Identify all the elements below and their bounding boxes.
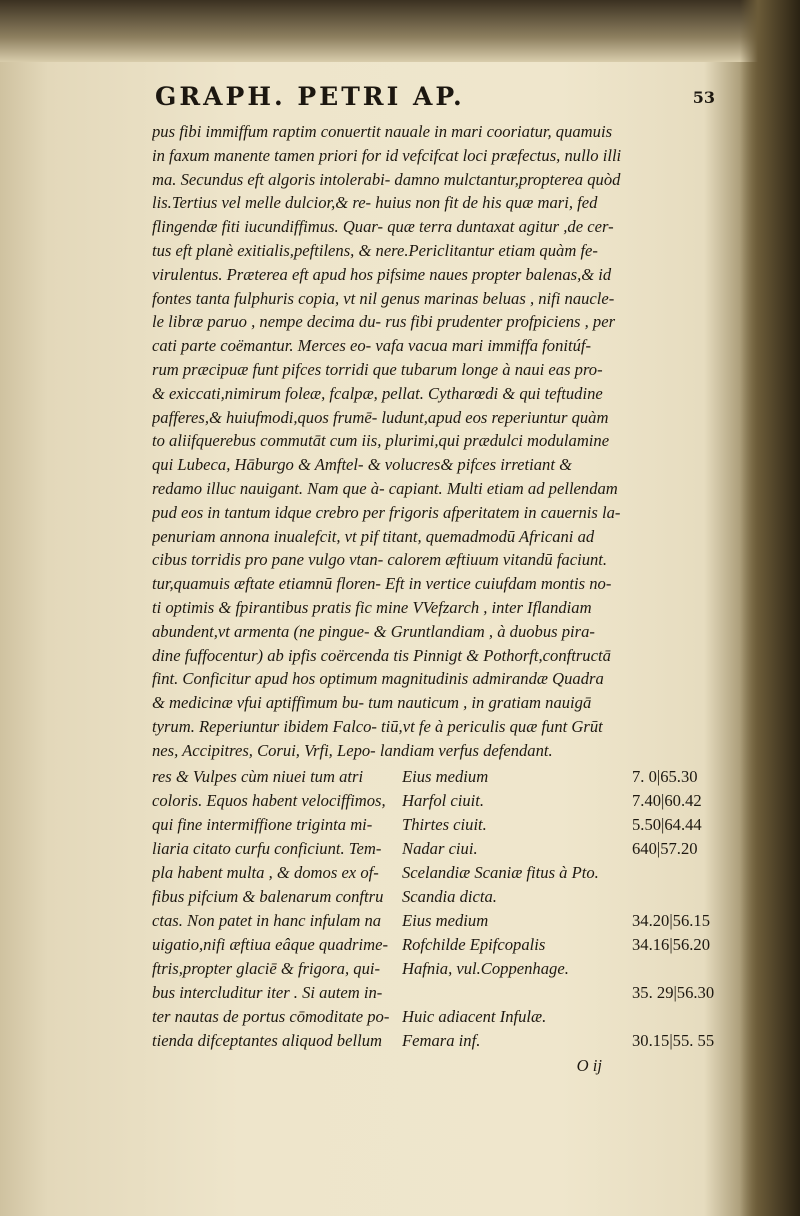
place-name: Eius medium: [402, 910, 489, 930]
row-left-text: ctas. Non patet in hanc infulam na: [152, 910, 382, 930]
place-name: Nadar ciui.: [402, 838, 478, 858]
place-name: Thirtes ciuit.: [402, 814, 487, 834]
coordinates: 640|57.20: [632, 838, 698, 858]
coordinates: 5.50|64.44: [632, 814, 702, 834]
table-row: [152, 909, 720, 933]
place-name: Femara inf.: [402, 1030, 481, 1050]
text-line: le libræ paruo , nempe decima du- rus fibi prudenter profpiciens , per: [152, 312, 616, 332]
table-row: [152, 789, 720, 813]
place-name: Rofchilde Epifcopalis: [402, 934, 546, 954]
place-name: Huic adiacent Infulæ.: [402, 1006, 547, 1026]
catchword: O ij: [576, 1055, 602, 1075]
text-line: penuriam annona inualefcit, vt pif titant, quemadmodū Africani ad: [152, 526, 595, 546]
row-left-text: tienda difceptantes aliquod bellum: [152, 1030, 382, 1050]
text-line: rum præcipuæ funt pifces torridi que tubarum longe à naui eas pro-: [152, 359, 603, 379]
coordinates: 7.40|60.42: [632, 790, 702, 810]
text-line: pud eos in tantum idque crebro per frigoris afperitatem in cauernis la-: [152, 502, 621, 522]
table-row: [152, 933, 720, 957]
coordinates: [632, 861, 720, 885]
coordinates: 30.15|55. 55: [632, 1030, 715, 1050]
table-row: [152, 813, 720, 837]
coordinate-table: [152, 765, 720, 1053]
table-row: [152, 957, 720, 981]
text-line: & medicinæ vfui aptiffimum bu- tum nauticum , in gratiam nauigā: [152, 693, 592, 713]
text-line: virulentus. Præterea eft apud hos pifsime naues propter balenas,& id: [152, 264, 612, 284]
text-line: tyrum. Reperiuntur ibidem Falco- tiū,vt fe à periculis quæ funt Grūt: [152, 716, 603, 736]
table-row: [152, 885, 720, 909]
coordinates: 34.20|56.15: [632, 910, 710, 930]
text-line: ma. Secundus eft algoris intolerabi- damno mulctantur,propterea quòd: [152, 169, 621, 189]
body-text: [152, 120, 720, 1077]
coordinates: [632, 1005, 720, 1029]
table-row: [152, 1005, 720, 1029]
place-name: Hafnia, vul.Coppenhage.: [402, 958, 569, 978]
text-line: ti optimis & fpirantibus pratis fic mine VVefzarch , inter Iflandiam: [152, 597, 592, 617]
text-line: cibus torridis pro pane vulgo vtan- calorem æftiuum vitandū faciunt.: [152, 550, 608, 570]
text-line: cati parte coëmantur. Merces eo- vafa vacua mari immiffa fonitúf-: [152, 336, 592, 356]
row-left-text: coloris. Equos habent velociffimos,: [152, 790, 386, 810]
scan-top-edge: [0, 0, 800, 62]
row-left-text: ter nautas de portus cōmoditate po-: [152, 1006, 390, 1026]
text-line: flingendæ fiti iucundiffimus. Quar- quæ terra duntaxat agitur ,de cer-: [152, 217, 614, 237]
row-left-text: liaria citato curfu conficiunt. Tem-: [152, 838, 382, 858]
coordinates: 34.16|56.20: [632, 934, 710, 954]
text-line: nes, Accipitres, Corui, Vrfi, Lepo- landiam verfus defendant.: [152, 740, 553, 760]
table-row: [152, 861, 720, 885]
text-line: fontes tanta fulphuris copia, vt nil genus marinas beluas , nifi naucle-: [152, 288, 615, 308]
text-line: in faxum manente tamen priori for id vefcifcat loci præfectus, nullo illi: [152, 145, 622, 165]
coordinates: 35. 29|56.30: [632, 982, 715, 1002]
row-left-text: bus intercluditur iter . Si autem in-: [152, 982, 383, 1002]
coordinates: [632, 885, 720, 909]
row-left-text: ftris,propter glaciē & frigora, qui-: [152, 958, 381, 978]
place-name: Scelandiæ Scaniæ fitus à Pto.: [402, 862, 599, 882]
place-name: Harfol ciuit.: [402, 790, 485, 810]
page-header: [155, 82, 715, 112]
place-name: [402, 981, 632, 1005]
running-head: GRAPH. PETRI AP.: [155, 82, 465, 111]
text-line: tur,quamuis æftate etiamnū floren- Eft in vertice cuiufdam montis no-: [152, 574, 612, 594]
row-left-text: qui fine intermiffione triginta mi-: [152, 814, 373, 834]
two-column-prose: [152, 120, 720, 763]
row-left-text: fibus pifcium & balenarum conftru: [152, 886, 384, 906]
text-line: lis.Tertius vel melle dulcior,& re- huius non fit de his quæ mari, fed: [152, 193, 598, 213]
page-number: 53: [692, 88, 715, 107]
table-row: [152, 981, 720, 1005]
coordinates: [632, 957, 720, 981]
text-line: to aliifquerebus commutāt cum iis, plurimi,qui prædulci modulamine: [152, 431, 610, 451]
text-line: & exiccati,nimirum foleæ, fcalpæ, pellat. Cytharœdi & qui teftudine: [152, 383, 603, 403]
text-line: dine fuffocentur) ab ipfis coërcenda tis Pinnigt & Pothorft,conftructā: [152, 645, 611, 665]
text-line: fint. Conficitur apud hos optimum magnitudinis admirandæ Quadra: [152, 669, 604, 689]
text-line: qui Lubeca, Hāburgo & Amftel- & volucres& pifces irretiant &: [152, 455, 573, 475]
row-left-text: pla habent multa , & domos ex of-: [152, 862, 379, 882]
row-left-text: res & Vulpes cùm niuei tum atri: [152, 766, 364, 786]
place-name: Eius medium: [402, 766, 489, 786]
text-line: tus eft planè exitialis,peftilens, & nere.Periclitantur etiam quàm fe-: [152, 240, 598, 260]
table-row: [152, 1029, 720, 1053]
text-line: pafferes,& huiufmodi,quos frumē- ludunt,apud eos reperiuntur quàm: [152, 407, 609, 427]
text-line: redamo illuc nauigant. Nam que à- capiant. Multi etiam ad pellendam: [152, 478, 618, 498]
text-line: pus fibi immiffum raptim conuertit nauale in mari cooriatur, quamuis: [152, 122, 613, 141]
scan-right-edge: [740, 0, 800, 1216]
text-line: abundent,vt armenta (ne pingue- & Gruntlandiam , à duobus pira-: [152, 621, 595, 641]
table-row: [152, 837, 720, 861]
place-name: Scandia dicta.: [402, 886, 497, 906]
coordinates: 7. 0|65.30: [632, 766, 698, 786]
row-left-text: uigatio,nifi æftiua eâque quadrime-: [152, 934, 388, 954]
table-row: [152, 765, 720, 789]
